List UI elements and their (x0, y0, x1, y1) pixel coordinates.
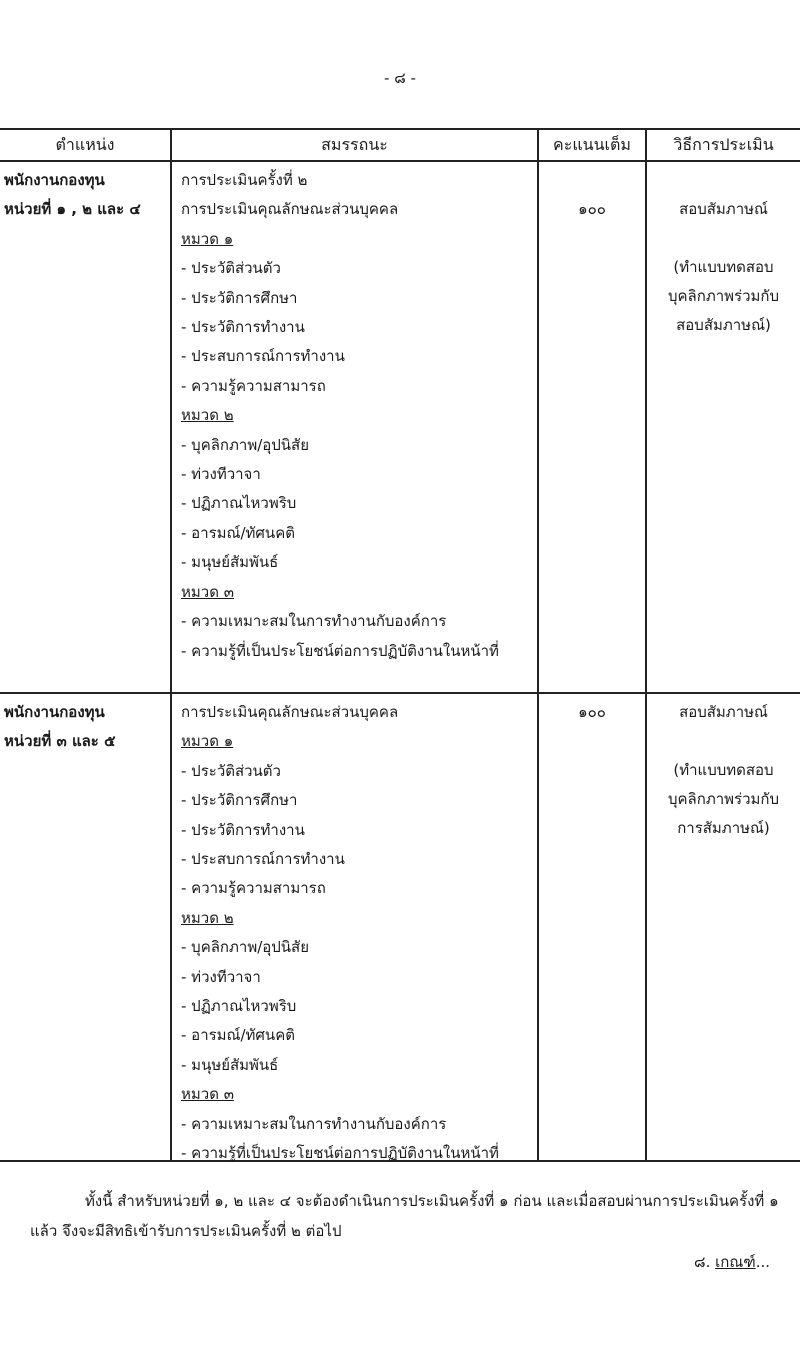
position-line: พนักงานกองทุน (4, 703, 105, 721)
method-note: การสัมภาษณ์) (677, 819, 770, 837)
list-item: - ประวัติการศึกษา (181, 288, 298, 307)
header-full-score: คะแนนเต็ม (537, 130, 645, 160)
method-note: (ทำแบบทดสอบ (673, 258, 774, 276)
list-item: - ประวัติการทำงาน (181, 820, 305, 839)
method-cell (645, 694, 800, 1160)
competency-intro: การประเมินคุณลักษณะส่วนบุคคล (181, 200, 399, 219)
method-note: บุคลิกภาพร่วมกับ (668, 287, 779, 305)
header-competency: สมรรถนะ (170, 130, 537, 160)
list-item: - ความรู้ที่เป็นประโยชน์ต่อการปฏิบัติงานในหน้าที่ (181, 641, 499, 660)
note-paragraph: ทั้งนี้ สำหรับหน่วยที่ ๑, ๒ และ ๔ จะต้องดำเนินการประเมินครั้งที่ ๑ ก่อน และเมื่อสอบผ่านการประเมินครั้งที่ ๑ แล้ว จึงจะมีสิทธิเข้ารับการประเมินครั้งที่ ๒ ต่อไป (30, 1192, 779, 1240)
list-item: - ความรู้ที่เป็นประโยชน์ต่อการปฏิบัติงานในหน้าที่ (181, 1144, 499, 1163)
list-item: - อารมณ์/ทัศนคติ (181, 1026, 295, 1045)
position-line: พนักงานกองทุน (4, 171, 105, 189)
list-item: - ความรู้ความสามารถ (181, 879, 326, 898)
group-title: หมวด ๒ (181, 406, 234, 425)
list-item: - ท่วงทีวาจา (181, 465, 261, 484)
header-method: วิธีการประเมิน (645, 130, 800, 160)
group-title: หมวด ๓ (181, 1085, 234, 1104)
position-cell (0, 162, 170, 692)
list-item: - ประวัติส่วนตัว (181, 761, 281, 780)
list-item: - บุคลิกภาพ/อุปนิสัย (181, 938, 309, 957)
header-position: ตำแหน่ง (55, 135, 115, 154)
list-item: - อารมณ์/ทัศนคติ (181, 523, 295, 542)
table-header (0, 130, 800, 162)
method-main: สอบสัมภาษณ์ (679, 703, 768, 721)
list-item: - ประวัติการศึกษา (181, 791, 298, 810)
list-item: - ประสบการณ์การทำงาน (181, 347, 345, 366)
position-line: หน่วยที่ ๓ และ ๕ (4, 732, 116, 750)
full-score-cell: ๑๐๐ (537, 162, 645, 692)
competency-cell (170, 162, 537, 692)
continuation-suffix: ... (755, 1253, 770, 1271)
list-item: - ท่วงทีวาจา (181, 967, 261, 986)
competency-intro: การประเมินคุณลักษณะส่วนบุคคล (181, 703, 399, 721)
list-item: - ความเหมาะสมในการทำงานกับองค์การ (181, 1114, 447, 1133)
list-item: - มนุษย์สัมพันธ์ (181, 553, 279, 572)
table-row (0, 162, 800, 694)
competency-intro: การประเมินครั้งที่ ๒ (181, 171, 308, 189)
table-row (0, 694, 800, 1163)
position-cell (0, 694, 170, 1160)
list-item: - ประวัติส่วนตัว (181, 259, 281, 278)
group-title: หมวด ๑ (181, 229, 234, 248)
list-item: - ปฏิภาณไหวพริบ (181, 997, 297, 1016)
list-item: - ประสบการณ์การทำงาน (181, 850, 345, 869)
list-item: - บุคลิกภาพ/อุปนิสัย (181, 435, 309, 454)
list-item: - ปฏิภาณไหวพริบ (181, 494, 297, 513)
list-item: - มนุษย์สัมพันธ์ (181, 1055, 279, 1074)
method-note: บุคลิกภาพร่วมกับ (668, 790, 779, 808)
method-cell (645, 162, 800, 692)
continuation-word: เกณฑ์ (715, 1253, 756, 1271)
group-title: หมวด ๑ (181, 732, 234, 751)
position-line: หน่วยที่ ๑ , ๒ และ ๔ (4, 200, 141, 218)
method-note: สอบสัมภาษณ์) (676, 316, 771, 334)
assessment-table (0, 128, 800, 1162)
list-item: - ประวัติการทำงาน (181, 318, 305, 337)
group-title: หมวด ๒ (181, 908, 234, 927)
group-title: หมวด ๓ (181, 582, 234, 601)
full-score-cell: ๑๐๐ (537, 694, 645, 1160)
page-number: - ๘ - (384, 69, 416, 87)
list-item: - ความเหมาะสมในการทำงานกับองค์การ (181, 612, 447, 631)
method-note: (ทำแบบทดสอบ (673, 761, 774, 779)
method-main: สอบสัมภาษณ์ (679, 200, 768, 218)
competency-cell (170, 694, 537, 1163)
continuation-prefix: ๘. (694, 1253, 716, 1271)
continuation-marker (694, 1250, 770, 1274)
list-item: - ความรู้ความสามารถ (181, 376, 326, 395)
